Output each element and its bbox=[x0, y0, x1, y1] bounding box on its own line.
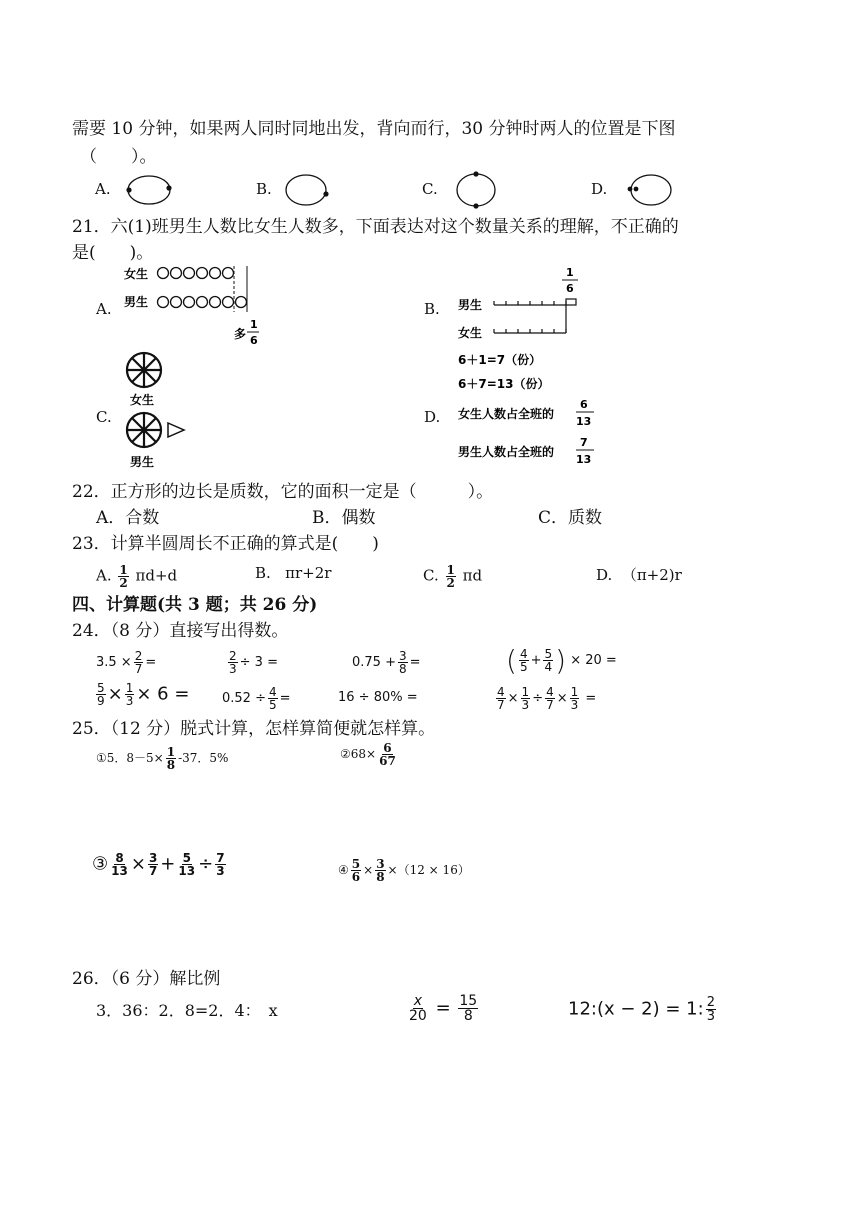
q22-option-c: C．质数 bbox=[538, 508, 603, 528]
q26-stem: 26．（6 分）解比例 bbox=[72, 969, 221, 989]
q20-option-d-circle bbox=[624, 172, 674, 208]
q24-expr-2: $\frac{2}{3}$ ÷ 3 = bbox=[229, 649, 278, 676]
q25-problem-2: ②68× $\frac{6}{67}$ bbox=[340, 741, 396, 768]
q21-option-b-diagram bbox=[456, 262, 606, 352]
q23-stem: 23．计算半圆周长不正确的算式是( ) bbox=[72, 534, 379, 554]
boys-label: 男生 bbox=[130, 455, 155, 469]
q26-problem-3: 12:(x − 2) = 1: $\frac{2}{3}$ bbox=[568, 995, 715, 1024]
q21-stem-line1: 21．六(1)班男生人数比女生人数多，下面表达对这个数量关系的理解，不正确的 bbox=[72, 217, 679, 237]
q26-problem-2: $\frac{x}{20}$ = $\frac{15}{8}$ bbox=[409, 993, 478, 1024]
q20-option-c-circle bbox=[452, 166, 500, 210]
svg-text:6: 6 bbox=[250, 334, 258, 347]
q20-option-b-circle bbox=[282, 172, 334, 208]
svg-text:13: 13 bbox=[576, 453, 592, 466]
q25-stem: 25．（12 分）脱式计算，怎样算简便就怎样算。 bbox=[72, 719, 436, 739]
svg-text:6＋7=13（份）: 6＋7=13（份） bbox=[458, 377, 550, 391]
q25-problem-1: ①5．8－5× $\frac{1}{8}$ -37．5% bbox=[96, 745, 229, 772]
svg-text:男生人数占全班的: 男生人数占全班的 bbox=[458, 445, 555, 459]
q21-option-c-diagram bbox=[122, 348, 202, 476]
section-4-heading: 四、计算题(共 3 题；共 26 分) bbox=[72, 595, 318, 615]
svg-text:1: 1 bbox=[250, 318, 258, 331]
q22-option-b: B．偶数 bbox=[312, 508, 376, 528]
q21-option-d-label: D. bbox=[424, 408, 441, 426]
q24-expr-7: 16 ÷ 80% = bbox=[338, 690, 418, 705]
q20-option-c-label: C. bbox=[422, 180, 438, 198]
svg-text:1: 1 bbox=[566, 266, 574, 279]
q21-option-d-diagram bbox=[456, 346, 606, 472]
svg-text:13: 13 bbox=[576, 415, 592, 428]
svg-text:6: 6 bbox=[580, 398, 588, 411]
q24-expr-4: ( $\frac{4}{5}$ + $\frac{5}{4}$ ) × 20 = bbox=[506, 644, 617, 677]
q22-option-a: A．合数 bbox=[96, 508, 160, 528]
q20-option-a-label: A. bbox=[95, 180, 111, 198]
more-label: 多 bbox=[234, 327, 247, 341]
q21-option-c-label: C. bbox=[96, 408, 112, 426]
q23-option-d: D. （π+2)r bbox=[596, 566, 682, 584]
girls-label: 女生 bbox=[130, 393, 155, 407]
q20-stem-line2: （ ）。 bbox=[80, 147, 157, 167]
q23-option-c: C. $\frac{1}{2}$ πd bbox=[423, 563, 483, 590]
q24-expr-1: 3.5 × $\frac{2}{7}$ = bbox=[96, 649, 157, 676]
q20-option-d-label: D. bbox=[591, 180, 608, 198]
q24-expr-8: $\frac{4}{7}$ × $\frac{1}{3}$ ÷ $\frac{4}{7}$ × $\frac{1}{3}$ = bbox=[497, 685, 597, 712]
q24-expr-5: $\frac{5}{9}$ × $\frac{1}{3}$ × 6 = bbox=[97, 681, 190, 708]
svg-text:女生人数占全班的: 女生人数占全班的 bbox=[458, 407, 555, 421]
q21-stem-line2: 是( )。 bbox=[72, 243, 154, 263]
q20-stem-line1: 需要 10 分钟，如果两人同时同地出发，背向而行，30 分钟时两人的位置是下图 bbox=[72, 119, 676, 139]
q24-stem: 24．（8 分）直接写出得数。 bbox=[72, 621, 289, 641]
q23-option-a: A. $\frac{1}{2}$ πd+d bbox=[96, 563, 178, 590]
boys-label: 男生 bbox=[124, 295, 149, 309]
girls-label: 女生 bbox=[458, 326, 483, 340]
q20-option-b-label: B. bbox=[256, 180, 272, 198]
q21-option-a-diagram bbox=[122, 262, 282, 352]
girls-label: 女生 bbox=[124, 267, 149, 281]
q22-stem: 22．正方形的边长是质数，它的面积一定是（ ）。 bbox=[72, 482, 494, 502]
svg-text:6: 6 bbox=[566, 282, 574, 295]
q21-option-a-label: A. bbox=[96, 300, 112, 318]
q20-option-a-circle bbox=[123, 173, 175, 207]
q24-expr-3: 0.75 + $\frac{3}{8}$ = bbox=[352, 649, 421, 676]
q23-option-b: B. πr+2r bbox=[255, 564, 332, 582]
q24-expr-6: 0.52 ÷ $\frac{4}{5}$ = bbox=[222, 685, 291, 712]
q25-problem-4: ④ $\frac{5}{6}$ × $\frac{3}{8}$ ×（12 × 16） bbox=[338, 857, 470, 884]
q25-problem-3: ③ $\frac{8}{13}$ × $\frac{3}{7}$ + $\frac{5}{13}$ ÷ $\frac{7}{3}$ bbox=[92, 851, 225, 878]
svg-text:6＋1=7（份）: 6＋1=7（份） bbox=[458, 353, 542, 367]
boys-label: 男生 bbox=[458, 298, 483, 312]
q21-option-b-label: B. bbox=[424, 300, 440, 318]
svg-text:7: 7 bbox=[580, 436, 588, 449]
q26-problem-1: 3．36：2．8=2．4： x bbox=[96, 1001, 278, 1020]
